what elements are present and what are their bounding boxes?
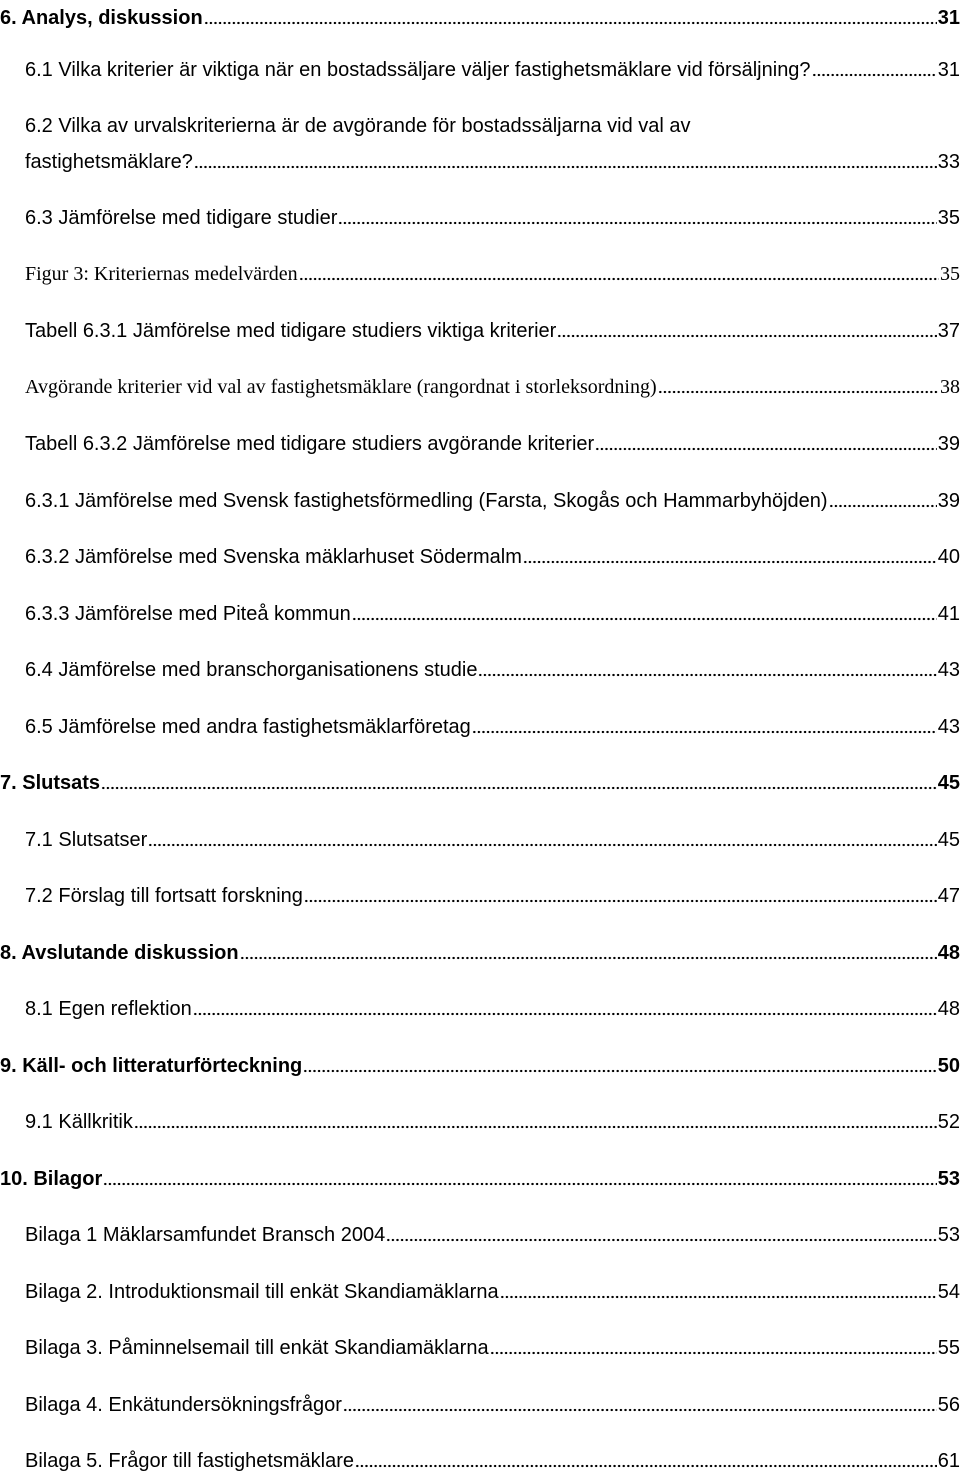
toc-entry-9-1[interactable] xyxy=(25,1104,960,1134)
toc-entry-title: 8.1 Egen reflektion xyxy=(25,998,192,1020)
toc-entry-title: 6.4 Jämförelse med branschorganisationens studie xyxy=(25,659,478,681)
toc-entry-title: 6.3 Jämförelse med tidigare studier xyxy=(25,207,338,229)
toc-entry-page: 39 xyxy=(937,490,960,512)
toc-entry-bilaga-1[interactable] xyxy=(25,1217,960,1247)
toc-entry-title: Tabell 6.3.1 Jämförelse med tidigare studiers viktiga kriterier xyxy=(25,320,557,342)
toc-dot-leader xyxy=(829,504,937,508)
toc-entry-7-1[interactable] xyxy=(25,822,960,852)
toc-entry-title: 6. Analys, diskussion xyxy=(0,7,203,29)
toc-dot-leader xyxy=(472,730,937,734)
toc-entry-page: 45 xyxy=(937,829,960,851)
toc-dot-leader xyxy=(303,1069,936,1073)
toc-entry-title: 10. Bilagor xyxy=(0,1168,103,1190)
toc-entry-page: 31 xyxy=(937,59,960,81)
toc-dot-leader xyxy=(304,899,937,903)
toc-entry-page: 41 xyxy=(937,603,960,625)
toc-entry-page: 43 xyxy=(937,659,960,681)
toc-dot-leader xyxy=(338,221,936,225)
toc-dot-leader xyxy=(595,447,937,451)
toc-entry-8-1[interactable] xyxy=(25,991,960,1021)
toc-entry-bilaga-3[interactable] xyxy=(25,1330,960,1360)
toc-dot-leader xyxy=(240,956,937,960)
toc-entry-page: 31 xyxy=(937,7,960,29)
toc-dot-leader xyxy=(658,390,939,394)
toc-entry-title: Bilaga 5. Frågor till fastighetsmäklare xyxy=(25,1450,355,1472)
toc-entry-bilaga-4[interactable] xyxy=(25,1387,960,1417)
toc-entry-bilaga-2[interactable] xyxy=(25,1274,960,1304)
toc-entry-title: Tabell 6.3.2 Jämförelse med tidigare studiers avgörande kriterier xyxy=(25,433,595,455)
toc-entry-page: 40 xyxy=(937,546,960,568)
toc-entry-8[interactable] xyxy=(0,935,960,965)
toc-entry-10[interactable] xyxy=(0,1161,960,1191)
toc-entry-page: 56 xyxy=(937,1394,960,1416)
toc-entry-page: 43 xyxy=(937,716,960,738)
toc-dot-leader xyxy=(478,673,936,677)
toc-entry-title: 6.3.1 Jämförelse med Svensk fastighetsförmedling (Farsta, Skogås och Hammarbyhöjden) xyxy=(25,490,828,512)
toc-entry-page: 53 xyxy=(937,1224,960,1246)
toc-entry-title: Bilaga 4. Enkätundersökningsfrågor xyxy=(25,1394,342,1416)
toc-entry-title: 6.3.2 Jämförelse med Svenska mäklarhuset Södermalm xyxy=(25,546,522,568)
toc-entry-title: 8. Avslutande diskussion xyxy=(0,942,239,964)
toc-entry-page: 47 xyxy=(937,885,960,907)
toc-dot-leader xyxy=(500,1295,937,1299)
toc-dot-leader xyxy=(523,560,937,564)
toc-entry-page: 35 xyxy=(940,263,960,285)
toc-entry-6-2[interactable] xyxy=(25,144,960,174)
toc-entry-page: 37 xyxy=(937,320,960,342)
toc-entry-title: Bilaga 1 Mäklarsamfundet Bransch 2004 xyxy=(25,1224,386,1246)
toc-dot-leader xyxy=(557,334,936,338)
toc-entry-page: 35 xyxy=(937,207,960,229)
toc-entry-page: 33 xyxy=(937,151,960,173)
toc-entry-page: 53 xyxy=(937,1168,960,1190)
toc-entry-7[interactable] xyxy=(0,765,960,795)
toc-entry-title: fastighetsmäklare? xyxy=(25,151,193,173)
toc-entry-6-3-3[interactable] xyxy=(25,596,960,626)
toc-entry-title: 6.3.3 Jämförelse med Piteå kommun xyxy=(25,603,351,625)
toc-entry-9[interactable] xyxy=(0,1048,960,1078)
toc-entry-title: 6.5 Jämförelse med andra fastighetsmäklarföretag xyxy=(25,716,471,738)
toc-entry-6-4[interactable] xyxy=(25,652,960,682)
toc-entry-title: 6.1 Vilka kriterier är viktiga när en bostadssäljare väljer fastighetsmäklare vid försäljning? xyxy=(25,59,811,81)
toc-entry-page: 52 xyxy=(937,1111,960,1133)
toc-entry-6-3-1[interactable] xyxy=(25,483,960,513)
toc-entry-6[interactable] xyxy=(0,0,960,30)
toc-entry-6-3-2[interactable] xyxy=(25,539,960,569)
toc-dot-leader xyxy=(101,786,937,790)
toc-entry-page: 48 xyxy=(937,998,960,1020)
toc-entry-figur-3[interactable] xyxy=(25,256,960,286)
toc-entry-title: Bilaga 2. Introduktionsmail till enkät Skandiamäklarna xyxy=(25,1281,499,1303)
toc-entry-6-3[interactable] xyxy=(25,200,960,230)
toc-entry-7-2[interactable] xyxy=(25,878,960,908)
toc-entry-6-5[interactable] xyxy=(25,709,960,739)
toc-entry-title: Bilaga 3. Påminnelsemail till enkät Skandiamäklarna xyxy=(25,1337,489,1359)
toc-dot-leader xyxy=(134,1125,937,1129)
toc-dot-leader xyxy=(490,1351,937,1355)
toc-dot-leader xyxy=(355,1464,937,1468)
toc-entry-page: 38 xyxy=(940,376,960,398)
toc-dot-leader xyxy=(148,843,936,847)
toc-entry-title: 9. Käll- och litteraturförteckning xyxy=(0,1055,303,1077)
toc-entry-avgorande-kriterier[interactable] xyxy=(25,369,960,399)
toc-dot-leader xyxy=(193,1012,937,1016)
toc-entry-title: 7.1 Slutsatser xyxy=(25,829,148,851)
toc-entry-page: 48 xyxy=(937,942,960,964)
toc-entry-title: Avgörande kriterier vid val av fastighetsmäklare (rangordnat i storleksordning) xyxy=(25,376,657,398)
toc-entry-page: 45 xyxy=(937,772,960,794)
toc-dot-leader xyxy=(343,1408,937,1412)
toc-dot-leader xyxy=(204,21,937,25)
toc-dot-leader xyxy=(194,165,937,169)
toc-dot-leader xyxy=(812,73,937,77)
toc-entry-page: 39 xyxy=(937,433,960,455)
toc-entry-bilaga-5[interactable] xyxy=(25,1443,960,1473)
toc-entry-6-2-line1: 6.2 Vilka av urvalskriterierna är de avgörande för bostadssäljarna vid val av xyxy=(25,115,691,137)
toc-entry-page: 50 xyxy=(937,1055,960,1077)
toc-entry-6-1[interactable] xyxy=(25,52,960,82)
toc-entry-tabell-6-3-2[interactable] xyxy=(25,426,960,456)
toc-entry-title: 9.1 Källkritik xyxy=(25,1111,133,1133)
toc-dot-leader xyxy=(352,617,937,621)
toc-dot-leader xyxy=(386,1238,937,1242)
toc-entry-title: Figur 3: Kriteriernas medelvärden xyxy=(25,263,298,285)
toc-entry-title: 7. Slutsats xyxy=(0,772,101,794)
toc-entry-title: 7.2 Förslag till fortsatt forskning xyxy=(25,885,303,907)
toc-dot-leader xyxy=(103,1182,936,1186)
toc-entry-page: 54 xyxy=(937,1281,960,1303)
toc-entry-page: 55 xyxy=(937,1337,960,1359)
toc-entry-tabell-6-3-1[interactable] xyxy=(25,313,960,343)
toc-entry-page: 61 xyxy=(937,1450,960,1472)
toc-dot-leader xyxy=(299,277,939,281)
